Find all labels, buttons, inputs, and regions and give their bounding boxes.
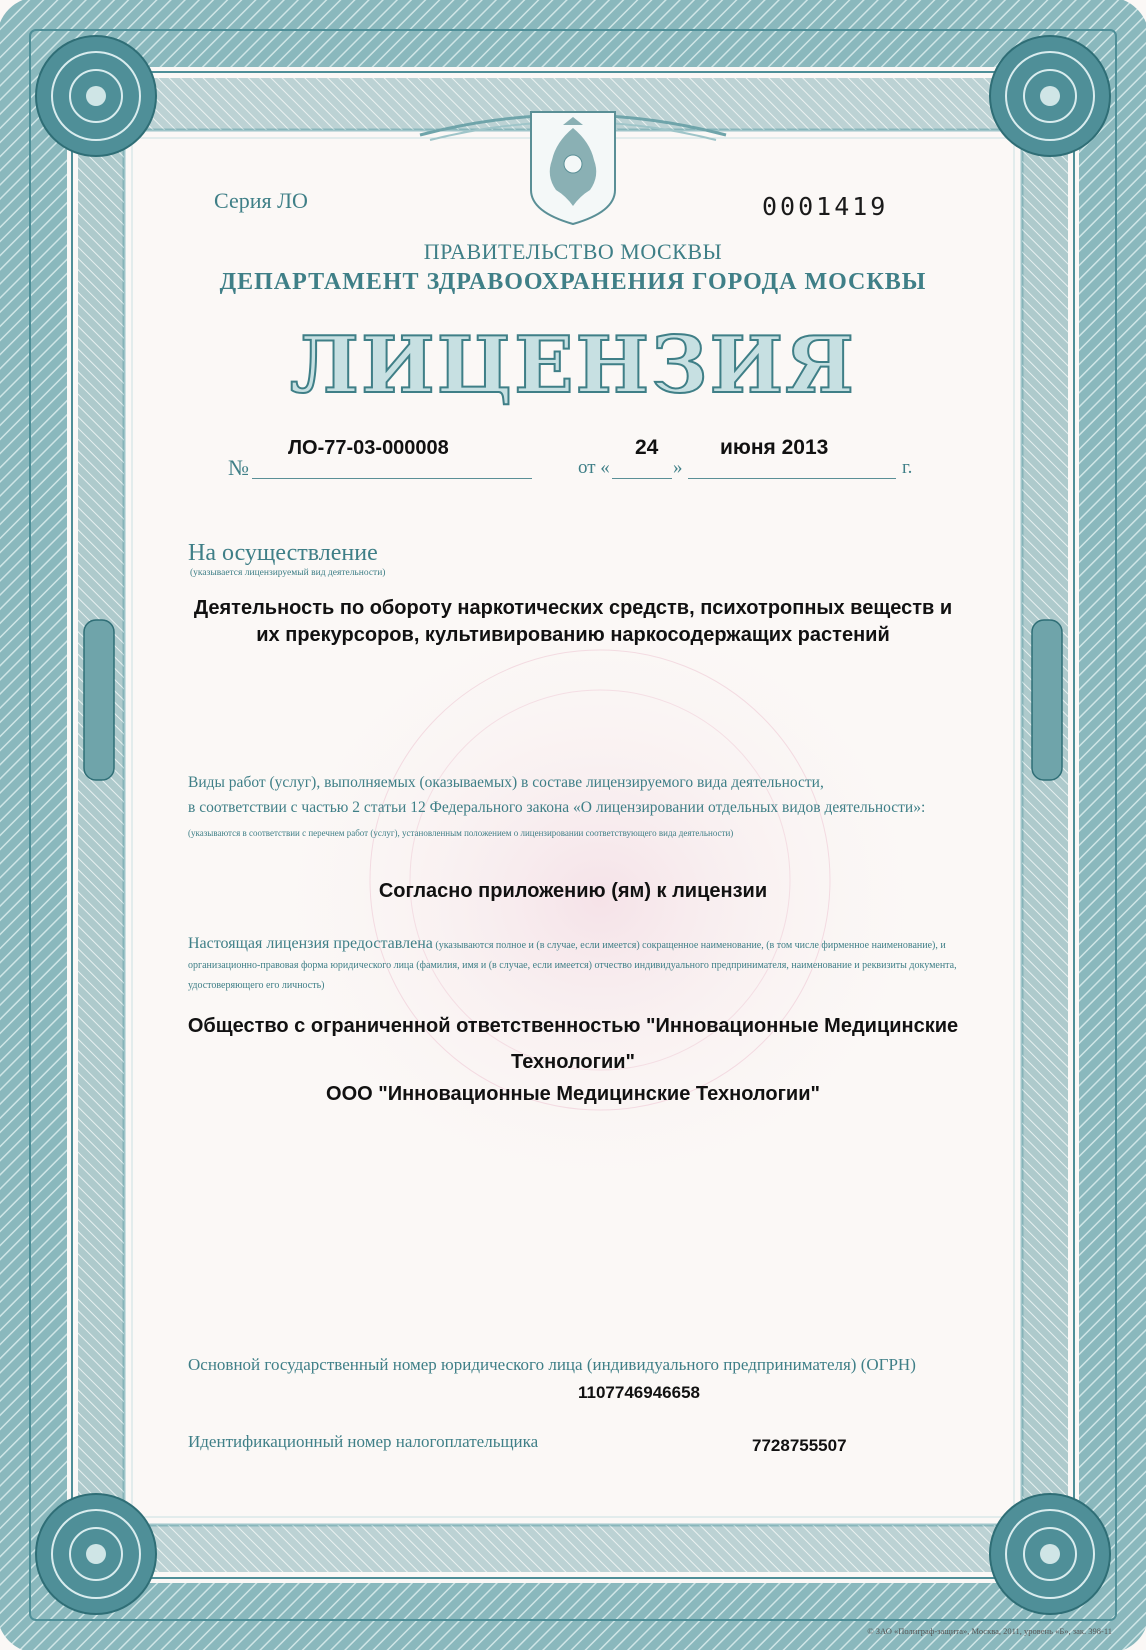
works-hint: (указываются в соответствии с перечнем работ (услуг), установленным положением о лицензировании соответствующего вида деятельности) [188,828,734,838]
activity-label: На осуществление [188,540,378,566]
organization-short-name: ООО "Инновационные Медицинские Технологии" [326,1083,820,1105]
granted-block [188,934,973,996]
document-title [0,322,1146,412]
number-underline [252,478,532,479]
activity-description [0,595,1146,649]
works-line-2: в соответствии с частью 2 статьи 12 Федерального закона «О лицензировании отдельных видов деятельности»: [188,799,926,816]
org-full-line-1: Общество с ограниченной ответственностью "Инновационные Медицинские [187,1015,959,1037]
month-underline [688,478,896,479]
ogrn-label: Основной государственный номер юридического лица (индивидуального предпринимателя) (ОГРН) [188,1355,916,1374]
ogrn-value: 1107746946658 [578,1383,700,1402]
serial-number: 0001419 [762,192,889,221]
org-full-line-2: Технологии" [510,1051,636,1073]
granted-lead: Настоящая лицензия предоставлена [188,935,433,952]
organization-full-name [0,1008,1146,1080]
inn-label: Идентификационный номер налогоплательщика [188,1432,539,1451]
license-number: ЛО-77-03-000008 [288,437,449,459]
activity-hint: (указывается лицензируемый вид деятельности) [190,568,386,578]
granted-hint: (указываются полное и (в случае, если имеется) сокращенное наименование, (в том числе фирменное наименование), и организационно-правовая форма юридического лица (фамилия, имя и (в случае, если имеется) отчество индивидуального предпринимателя, наименование и реквизиты документа, удостоверяющего его личность) [188,940,957,991]
date-from-label: от « [578,457,610,478]
date-day: 24 [635,436,659,459]
activity-line-1: Деятельность по обороту наркотических средств, психотропных веществ и [193,597,953,619]
day-underline [612,478,672,479]
coat-of-arms-icon [531,112,615,224]
government-heading: ПРАВИТЕЛЬСТВО МОСКВЫ [423,239,723,264]
inn-value: 7728755507 [752,1436,847,1455]
works-line-1: Виды работ (услуг), выполняемых (оказываемых) в составе лицензируемого вида деятельности, [188,774,824,791]
title-text: ЛИЦЕНЗИЯ [290,322,856,411]
activity-line-2: их прекурсоров, культивированию наркосодержащих растений [256,624,890,646]
number-label: № [228,455,249,480]
date-month-year: июня 2013 [720,436,829,459]
year-suffix: г. [902,457,913,478]
printer-imprint: © ЗАО «Полиграф-защита», Москва, 2011, уровень «Б», зак. 398-11 [867,1626,1112,1636]
date-close-quote: » [673,457,683,478]
series-label: Серия ЛО [214,188,308,213]
works-value: Согласно приложению (ям) к лицензии [378,880,768,902]
department-heading: ДЕПАРТАМЕНТ ЗДРАВООХРАНЕНИЯ ГОРОДА МОСКВЫ [219,269,927,295]
